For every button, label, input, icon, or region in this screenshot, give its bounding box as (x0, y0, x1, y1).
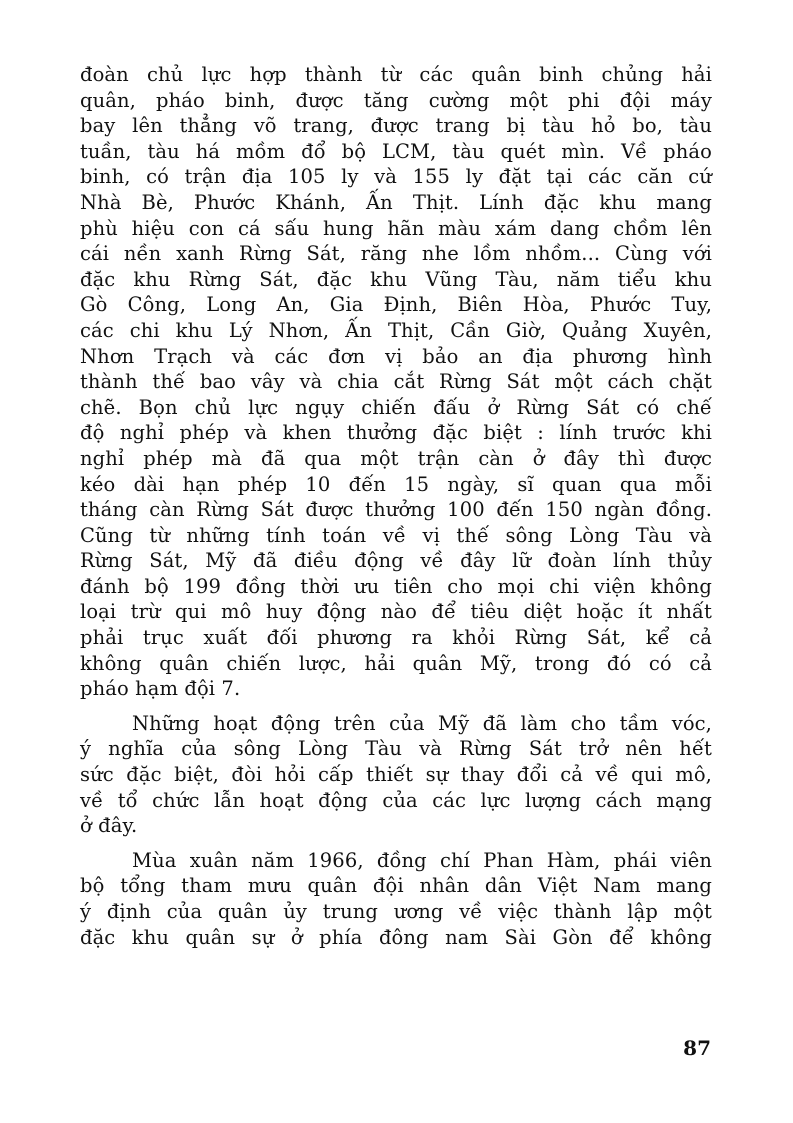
text-line: tháng càn Rừng Sát được thưởng 100 đến 150 ngàn đồng. (80, 498, 712, 522)
paragraph-1 (80, 62, 712, 702)
text-line: độ nghỉ phép và khen thưởng đặc biệt : lính trước khi (80, 421, 712, 445)
text-line: loại trừ qui mô huy động nào để tiêu diệt hoặc ít nhất (80, 600, 712, 624)
text-line: binh, có trận địa 105 ly và 155 ly đặt tại các căn cứ (80, 165, 712, 189)
text-line: chẽ. Bọn chủ lực ngụy chiến đấu ở Rừng Sát có chế (80, 395, 712, 419)
text-line: đánh bộ 199 đồng thời ưu tiên cho mọi chi viện không (80, 574, 712, 598)
text-line: phải trục xuất đối phương ra khỏi Rừng Sát, kể cả (80, 626, 712, 650)
page-number: 87 (683, 1036, 711, 1060)
text-line: Những hoạt động trên của Mỹ đã làm cho tầm vóc, (132, 711, 712, 735)
text-line: Nhơn Trạch và các đơn vị bảo an địa phương hình (80, 344, 712, 368)
text-line: kéo dài hạn phép 10 đến 15 ngày, sĩ quan qua mỗi (80, 472, 712, 496)
text-line: về tổ chức lẫn hoạt động của các lực lượng cách mạng (80, 788, 712, 812)
text-line: không quân chiến lược, hải quân Mỹ, trong đó có cả (80, 651, 712, 675)
text-line: ở đây. (80, 814, 138, 838)
text-line: nghỉ phép mà đã qua một trận càn ở đây thì được (80, 446, 712, 470)
text-line: bộ tổng tham mưu quân đội nhân dân Việt Nam mang (80, 874, 712, 898)
text-line: đặc khu quân sự ở phía đông nam Sài Gòn để không (80, 925, 712, 949)
text-line: Nhà Bè, Phước Khánh, Ấn Thịt. Lính đặc khu mang (80, 190, 712, 214)
text-line: Cũng từ những tính toán về vị thế sông Lòng Tàu và (80, 523, 712, 547)
text-line: các chi khu Lý Nhơn, Ấn Thịt, Cần Giờ, Quảng Xuyên, (80, 318, 712, 342)
text-line: Rừng Sát, Mỹ đã điều động về đây lữ đoàn lính thủy (80, 549, 712, 573)
paragraph-2 (80, 711, 712, 839)
text-line: cái nền xanh Rừng Sát, răng nhe lồm nhồm... Cùng với (80, 242, 712, 266)
text-line: đặc khu Rừng Sát, đặc khu Vũng Tàu, năm tiểu khu (80, 267, 712, 291)
text-line: tuần, tàu há mồm đổ bộ LCM, tàu quét mìn. Về pháo (80, 139, 712, 163)
text-line: thành thế bao vây và chia cắt Rừng Sát một cách chặt (80, 370, 712, 394)
text-line: sức đặc biệt, đòi hỏi cấp thiết sự thay đổi cả về qui mô, (80, 763, 712, 787)
body-text (80, 62, 712, 950)
text-line: đoàn chủ lực hợp thành từ các quân binh chủng hải (80, 63, 712, 86)
text-line: ý nghĩa của sông Lòng Tàu và Rừng Sát trở nên hết (80, 737, 712, 761)
text-line: bay lên thẳng võ trang, được trang bị tàu hỏ bo, tàu (80, 114, 712, 138)
text-line: quân, pháo binh, được tăng cường một phi đội máy (80, 88, 712, 112)
paragraph-3 (80, 848, 712, 950)
text-line: phù hiệu con cá sấu hung hãn màu xám dang chồm lên (80, 216, 712, 240)
text-line: ý định của quân ủy trung ương về việc thành lập một (80, 900, 712, 923)
text-line: Gò Công, Long An, Gia Định, Biên Hòa, Phước Tuy, (80, 293, 712, 317)
text-line: pháo hạm đội 7. (80, 677, 241, 701)
text-line: Mùa xuân năm 1966, đồng chí Phan Hàm, phái viên (132, 848, 712, 872)
